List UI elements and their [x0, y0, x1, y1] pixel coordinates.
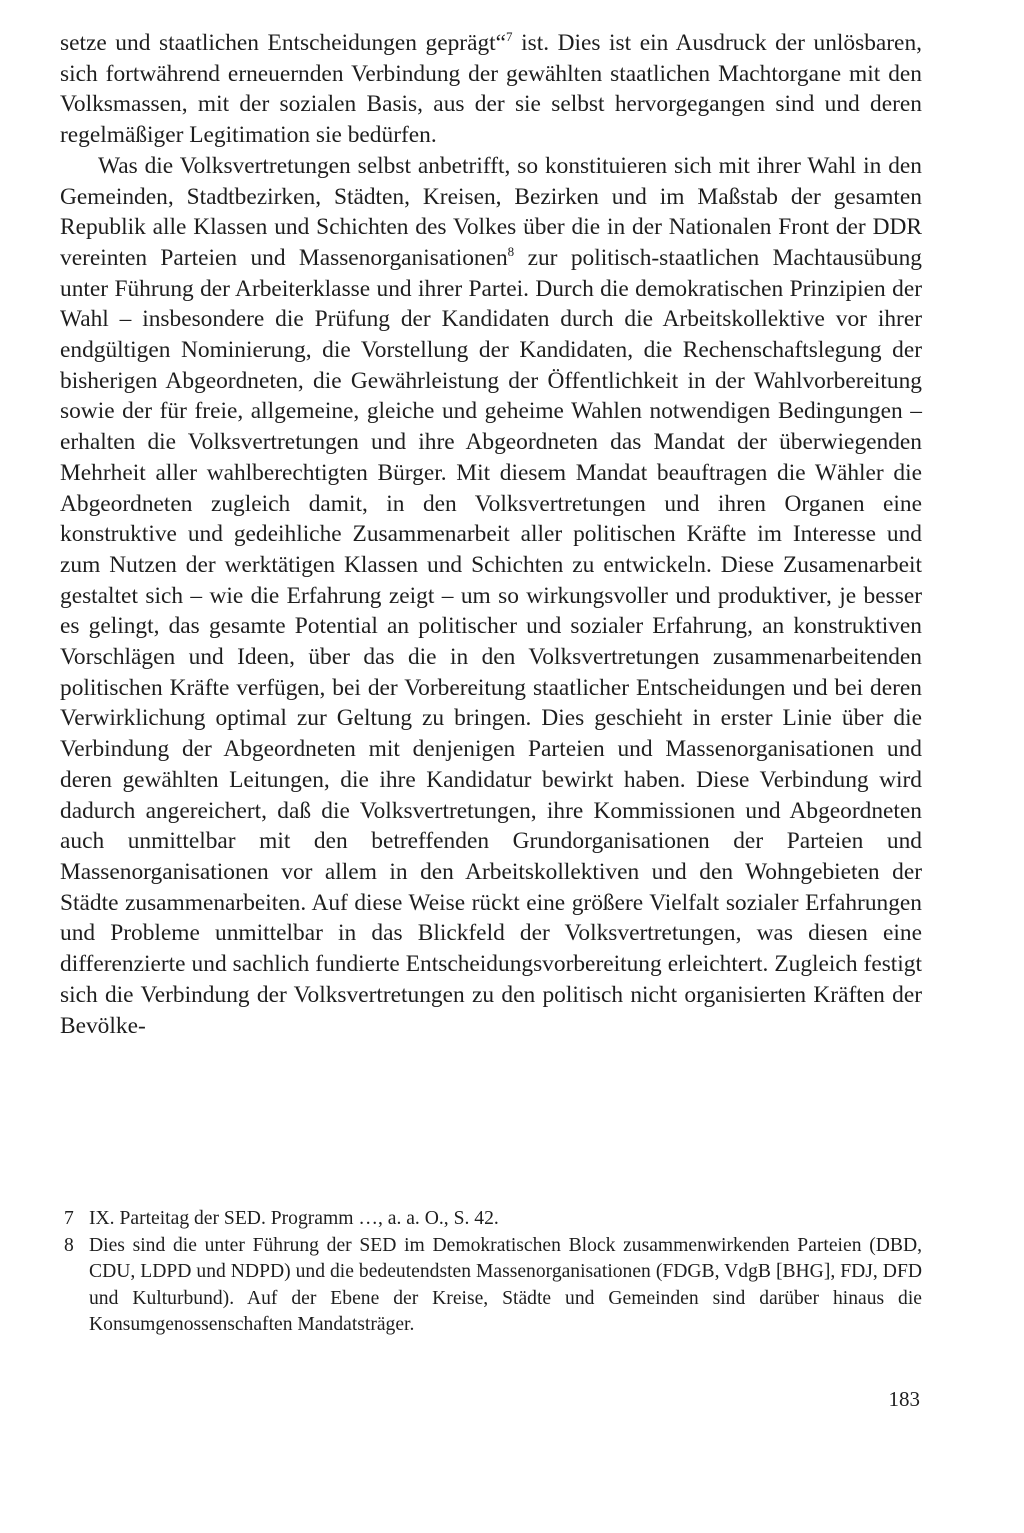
footnote-reference-7: 7 — [506, 29, 513, 45]
footnote — [60, 1206, 922, 1233]
footnote-text: IX. Parteitag der SED. Programm …, a. a. O., S. 42. — [89, 1208, 499, 1229]
footnote-number: 8 — [64, 1234, 74, 1256]
paragraph-text: setze und staatlichen Entscheidungen geprägt“ — [60, 30, 507, 56]
paragraph-continued — [60, 28, 922, 151]
paragraph-text: Was die Volksvertretungen selbst anbetrifft, so konstituieren sich mit ihrer Wahl in den Gemeinden, Stadtbezirken, Städten, Kreisen, Bezirken und im Maßstab der gesamten Republik alle Klassen und Schichten des Volkes über die in der Nationalen Front der DDR vereinten Parteien und Massenorganisationen — [60, 152, 922, 271]
page-number: 183 — [888, 1387, 920, 1411]
paragraph — [60, 151, 922, 1041]
paragraph-text: zur politisch-staatlichen Machtausübung unter Führung der Arbeiterklasse und ihrer Partei. Durch die demokratischen Prinzipien der Wahl – insbesondere die Prüfung der Kandidaten durch die Arbeitskollektive vor ihrer endgültigen Nominierung, die Vorstellung der Kandidaten, die Rechenschaftslegung der bisherigen Abgeordneten, die Gewährleistung der Öffentlichkeit in der Wahlvorbereitung sowie der für freie, allgemeine, gleiche und geheime Wahlen notwendigen Bedingungen – erhalten die Volksvertretungen und ihre Abgeordneten das Mandat der überwiegenden Mehrheit aller wahlberechtigten Bürger. Mit diesem Mandat beauftragen die Wähler die Abgeordneten zugleich damit, in den Volksvertretungen und ihren Organen eine konstruktive und gedeihliche Zusammenarbeit aller politischen Kräfte im Interesse und zum Nutzen der werktätigen Klassen und Schichten zu entwickeln. Diese Zusamenarbeit gestaltet sich – wie die Erfahrung zeigt – um so wirkungsvoller und produktiver, je besser es gelingt, das gesamte Potential an politischer und sozialer Erfahrung, an konstruktiven Vorschlägen und Ideen, über das die in den Volksvertretungen zusammenarbeitenden politischen Kräfte verfügen, bei der Vorbereitung staatlicher Entscheidungen und bei deren Verwirklichung optimal zur Geltung zu bringen. Dies geschieht in erster Linie über die Verbindung der Abgeordneten mit denjenigen Parteien und Massenorganisationen und deren gewählten Leitungen, die ihre Kandidatur bewirkt haben. Diese Verbindung wird dadurch angereichert, daß die Volksvertretungen, ihre Kommissionen und Abgeordneten auch unmittelbar mit den betreffenden Grundorganisationen der Parteien und Massenorganisationen vor allem in den Arbeitskollektiven und den Wohngebieten der Städte zusammenarbeiten. Auf diese Weise rückt eine größere Vielfalt sozialer Erfahrungen und Probleme unmittelbar in das Blickfeld der Volksvertretungen, was diesen eine differenzierte und sachlich fundierte Entscheidungsvorbereitung erleichtert. Zugleich festigt sich die Verbindung der Volksvertretungen zu den politisch nicht organisierten Kräften der Bevölke- — [60, 244, 922, 1039]
main-text — [60, 28, 922, 1041]
footnote-text: Dies sind die unter Führung der SED im Demokratischen Block zusammenwirkenden Parteien (DBD, CDU, LDPD und NDPD) und die bedeutendsten Massenorganisationen (FDGB, VdgB [BHG], FDJ, DFD und Kulturbund). Auf der Ebene der Kreise, Städte und Gemeinden sind darüber hinaus die Konsumgenossenschaften Mandatsträger. — [89, 1234, 922, 1335]
footnote — [60, 1233, 922, 1339]
footnote-number: 7 — [64, 1208, 74, 1229]
footnotes — [60, 1206, 922, 1339]
paragraph-text: ist. Dies ist ein Ausdruck der unlösbaren, sich fortwährend erneuernden Verbindung der gewählten staatlichen Machtorgane mit den Volksmassen, mit der sozialen Basis, aus der sie selbst hervorgegangen sind und deren regelmäßiger Legitimation sie bedürfen. — [60, 30, 922, 149]
footnote-reference-8: 8 — [507, 244, 515, 260]
